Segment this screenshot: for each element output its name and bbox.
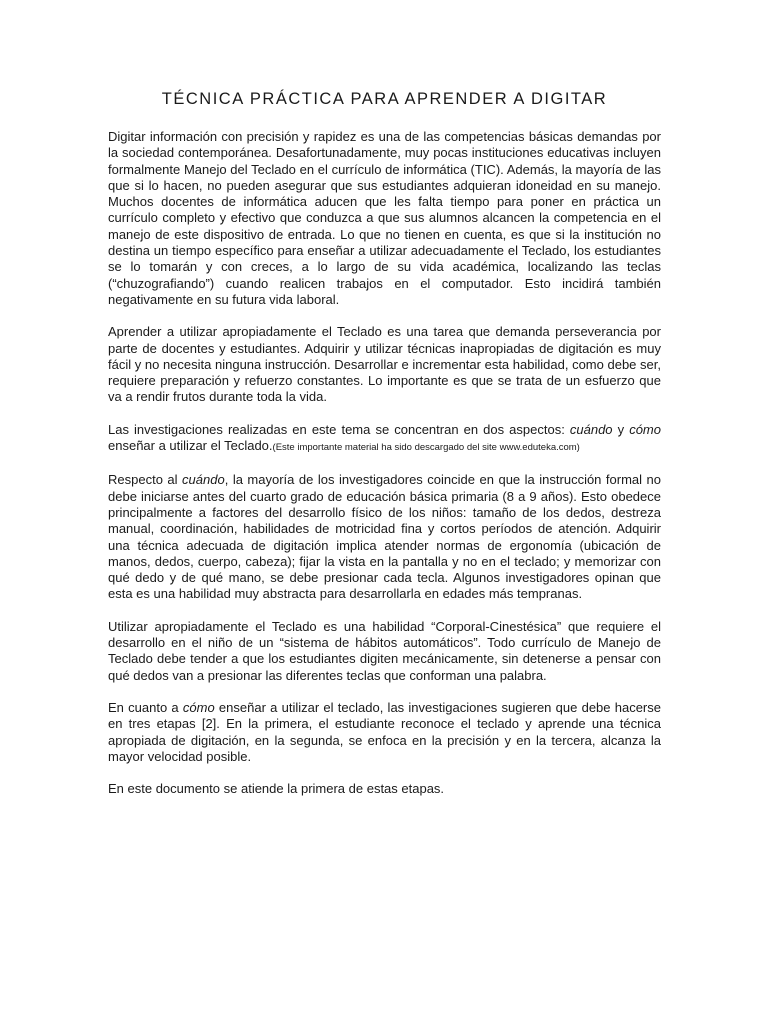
p6-como: cómo: [182, 699, 215, 715]
source-note: (Este importante material ha sido descargado del site www.eduteka.com): [272, 442, 580, 454]
p4-text-b: , la mayoría de los investigadores coincide en que la instrucción formal no debe iniciarse antes del cuarto grado de educación básica primaria (8 a 9 años). Esto obedece principalmente a factores del desarrollo físico de los niños: tamaño de los dedos, destreza manual, coordinación, habilidades de motricidad fina y cortos períodos de atención. Adquirir una técnica adecuada de digitación implica atender normas de ergonomía (ubicación de manos, dedos, cuerpo, cabeza); fijar la vista en la pantalla y no en el teclado; y memorizar con qué dedo y de qué mano, se debe presionar cada tecla. Algunos investigadores opinan que esta es una habilidad muy abstracta para desarrollarla en edades más tempranas.: [108, 472, 661, 602]
p3-text-c: enseñar a utilizar el Teclado.: [108, 438, 273, 454]
paragraph-intro: Digitar información con precisión y rapidez es una de las competencias básicas demandas por la sociedad contemporánea. Desafortunadamente, muy pocas instituciones educativas incluyen formalmente Manejo del Teclado en el currículo de informática (TIC). Además, la mayoría de las que si lo hacen, no pueden asegurar que sus estudiantes adquieran idoneidad en su manejo. Muchos docentes de informática aducen que les falta tiempo para poner en práctica un currículo completo y efectivo que conduzca a que sus alumnos alcancen la competencia en el manejo de este dispositivo de entrada. Lo que no tienen en cuenta, es que si la institución no destina un tiempo específico para enseñar a utilizar adecuadamente el Teclado, los estudiantes se lo tomarán y con creces, a lo largo de su vida académica, localizando las teclas (“chuzografiando”) cuando realicen trabajos en el computador. Esto incidirá también negativamente en su futura vida laboral.: [108, 129, 661, 307]
p6-text-a: En cuanto a: [108, 699, 183, 715]
document-title: TÉCNICA PRÁCTICA PARA APRENDER A DIGITAR: [161, 90, 608, 108]
p3-como: cómo: [629, 421, 661, 437]
paragraph-habilidad: Utilizar apropiadamente el Teclado es una habilidad “Corporal-Cinestésica” que requiere el desarrollo en el niño de un “sistema de hábitos automáticos”. Todo currículo de Manejo de Teclado debe tender a que los estudiantes digiten mecánicamente, sin detenerse a pensar con qué dedos van a presionar las diferentes teclas que conforman una palabra.: [108, 618, 661, 683]
paragraph-aprender: Aprender a utilizar apropiadamente el Teclado es una tarea que demanda perseverancia por parte de docentes y estudiantes. Adquirir y utilizar técnicas inapropiadas de digitación es muy fácil y no necesita ninguna instrucción. Desarrollar e incrementar esta habilidad, como debe ser, requiere preparación y refuerzo constantes. Lo importante es que se trata de un esfuerzo que va a rendir frutos durante toda la vida.: [108, 324, 661, 405]
p3-text-b: y: [612, 421, 630, 437]
p3-text-a: Las investigaciones realizadas en este tema se concentran en dos aspectos:: [108, 421, 570, 437]
paragraph-cuando: [108, 472, 661, 602]
p3-cuando: cuándo: [569, 421, 613, 437]
p4-text-a: Respecto al: [108, 472, 183, 488]
p4-cuando: cuándo: [182, 472, 225, 488]
paragraph-investigaciones: [108, 422, 661, 457]
paragraph-como: [108, 700, 661, 765]
paragraph-final: En este documento se atiende la primera de estas etapas.: [108, 781, 445, 797]
p6-text-b: enseñar a utilizar el teclado, las investigaciones sugieren que debe hacerse en tres etapas [2]. En la primera, el estudiante reconoce el teclado y aprende una técnica apropiada de digitación, en la segunda, se enfoca en la precisión y en la tercera, alcanza la mayor velocidad posible.: [108, 699, 661, 764]
